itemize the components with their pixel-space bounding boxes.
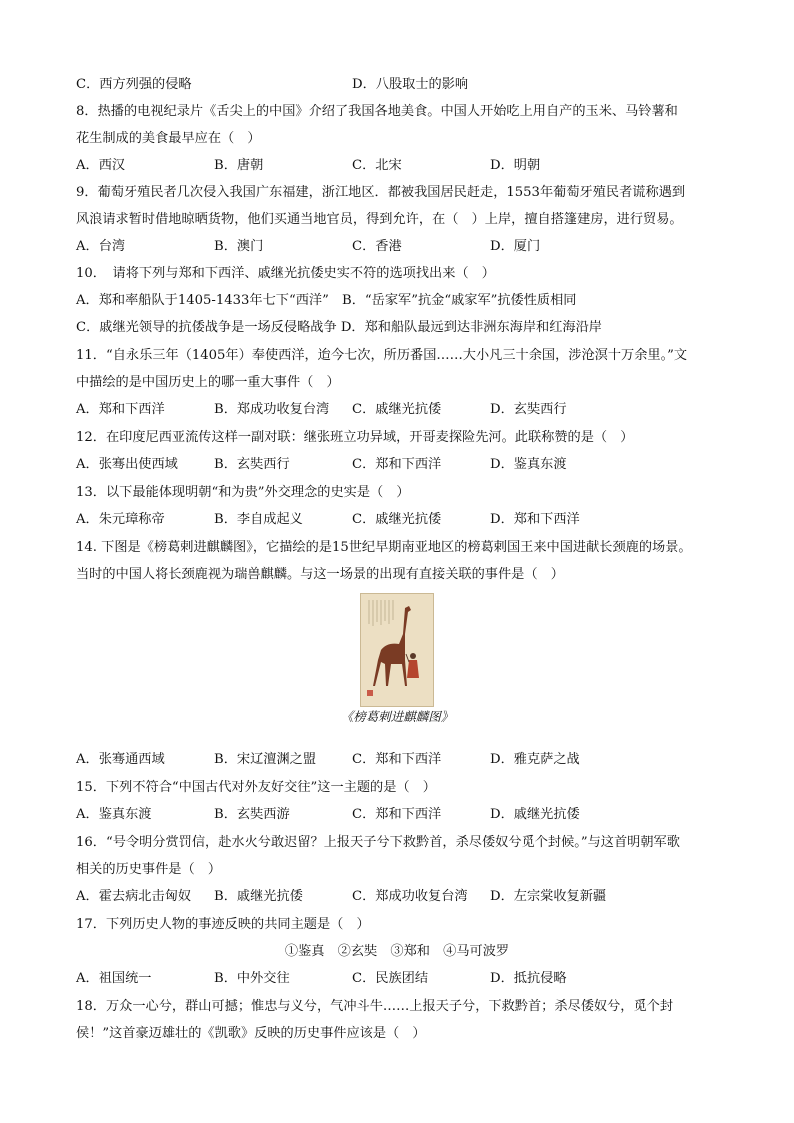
q8-option-d: D．明朝 [490,158,541,173]
q18-stem-1: 18．万众一心兮，群山可撼；惟忠与义兮，气冲斗牛……上报天子兮，下救黔首；杀尽倭奴兮，觅个封 [76,999,674,1014]
q14-stem-1: 14. 下图是《榜葛剌进麒麟图》，它描绘的是15世纪早期南亚地区的榜葛剌国王来中国进献长颈鹿的场景。 [76,540,692,555]
q9-stem-2: 风浪请求暂时借地晾晒货物，他们买通当地官员，得到允许，在（ ）上岸，擅自搭篷建房，进行贸易。 [76,212,683,227]
q11-option-a: A．郑和下西洋 [76,402,165,417]
q11-stem-2: 中描绘的是中国历史上的哪一重大事件（ ） [76,375,340,390]
q14-stem-2: 当时的中国人将长颈鹿视为瑞兽麒麟。与这一场景的出现有直接关联的事件是（ ） [76,567,564,582]
q11-option-d: D．玄奘西行 [490,402,567,417]
q9-option-c: C．香港 [352,239,402,254]
q9-option-b: B．澳门 [214,239,264,254]
q8-option-b: B．唐朝 [214,158,264,173]
q15-option-c: C．郑和下西洋 [352,807,442,822]
q9-option-d: D．厦门 [490,239,541,254]
q14-option-a: A．张骞通西域 [76,752,165,767]
giraffe-painting-illustration [361,594,433,706]
q12-option-c: C．郑和下西洋 [352,457,442,472]
q13-option-a: A．朱元璋称帝 [76,512,165,527]
q8-option-c: C．北宋 [352,158,402,173]
q16-option-b: B．戚继光抗倭 [214,889,303,904]
q12-option-b: B．玄奘西行 [214,457,290,472]
q13-option-d: D．郑和下西洋 [490,512,580,527]
q17-option-d: D．抵抗侵略 [490,971,567,986]
q11-option-c: C．戚继光抗倭 [352,402,442,417]
q14-option-c: C．郑和下西洋 [352,752,442,767]
q8-stem-1: 8．热播的电视纪录片《舌尖上的中国》介绍了我国各地美食。中国人开始吃上用自产的玉米、马铃薯和 [76,104,678,119]
q15-option-d: D．戚继光抗倭 [490,807,580,822]
q8-stem-2: 花生制成的美食最早应在（ ） [76,131,261,146]
q10-options-ab: A．郑和率船队于1405-1433年七下“西洋” B．“岳家军”抗金“戚家军”抗倭性质相同 [76,293,577,308]
q10-stem: 10． 请将下列与郑和下西洋、戚继光抗倭史实不符的选项找出来（ ） [76,266,495,281]
q16-stem-1: 16．“号令明分赏罚信，赴水火兮敢迟留？上报天子兮下救黔首，杀尽倭奴兮觅个封候。”与这首明朝军歌 [76,835,680,850]
q7-option-d: D．八股取士的影响 [352,77,469,92]
q9-stem-1: 9．葡萄牙殖民者几次侵入我国广东福建，浙江地区．都被我国居民赶走，1553年葡萄牙殖民者谎称遇到 [76,185,686,200]
q16-option-a: A．霍去病北击匈奴 [76,889,192,904]
q17-option-a: A．祖国统一 [76,971,152,986]
q15-option-b: B．玄奘西游 [214,807,290,822]
q7-option-c: C．西方列强的侵略 [76,77,192,92]
q13-option-c: C．戚继光抗倭 [352,512,442,527]
q17-option-c: C．民族团结 [352,971,429,986]
q13-option-b: B．李自成起义 [214,512,303,527]
q17-option-b: B．中外交往 [214,971,290,986]
q18-stem-2: 侯！”这首豪迈雄壮的《凯歌》反映的历史事件应该是（ ） [76,1026,426,1041]
q13-stem: 13．以下最能体现明朝“和为贵”外交理念的史实是（ ） [76,485,410,500]
q16-option-d: D．左宗棠收复新疆 [490,889,607,904]
q14-option-b: B．宋辽澶渊之盟 [214,752,317,767]
q11-option-b: B．郑成功收复台湾 [214,402,330,417]
q12-stem: 12．在印度尼西亚流传这样一副对联：继张班立功异域，开哥麦探险先河。此联称赞的是（ ） [76,430,634,445]
q17-stem: 17．下列历史人物的事迹反映的共同主题是（ ） [76,917,370,932]
q10-options-cd: C．戚继光领导的抗倭战争是一场反侵略战争 D．郑和船队最远到达非洲东海岸和红海沿岸 [76,320,602,335]
q15-stem: 15．下列不符合“中国古代对外友好交往”这一主题的是（ ） [76,780,436,795]
q16-option-c: C．郑成功收复台湾 [352,889,468,904]
q14-option-d: D．雅克萨之战 [490,752,580,767]
q12-option-a: A．张骞出使西域 [76,457,178,472]
q17-items: ①鉴真 ②玄奘 ③郑和 ④马可波罗 [284,944,510,959]
figure-caption: 《榜葛剌进麒麟图》 [340,709,454,724]
q9-option-a: A．台湾 [76,239,126,254]
q8-option-a: A．西汉 [76,158,126,173]
q15-option-a: A．鉴真东渡 [76,807,152,822]
q11-stem-1: 11．“自永乐三年（1405年）奉使西洋，迨今七次，所历番国……大小凡三十余国，涉沧溟十万余里。”文 [76,348,688,363]
giraffe-painting [360,593,434,707]
q12-option-d: D．鉴真东渡 [490,457,567,472]
q16-stem-2: 相关的历史事件是（ ） [76,862,222,877]
